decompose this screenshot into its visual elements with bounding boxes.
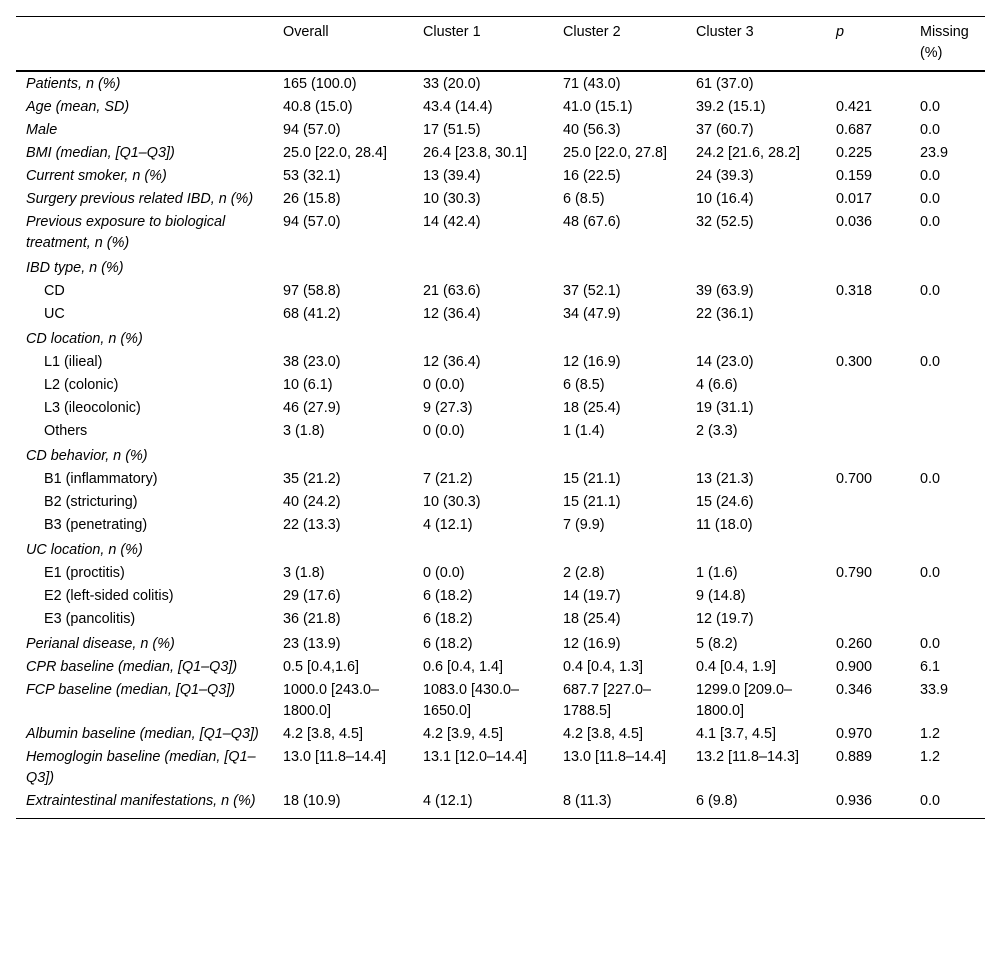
cell-cluster-3: 32 (52.5) <box>696 214 754 230</box>
table-row <box>16 142 985 165</box>
table-row <box>16 165 985 188</box>
cell-p-value: 0.936 <box>836 793 873 809</box>
cell-missing <box>910 514 985 537</box>
cell-cluster-3: 12 (19.7) <box>696 611 754 627</box>
cell-cluster-1: 4 (12.1) <box>423 517 473 533</box>
cell-missing <box>910 537 985 562</box>
cell-p-value: 0.260 <box>836 636 873 652</box>
table-row <box>16 326 985 351</box>
cell-cluster-3: 4.1 [3.7, 4.5] <box>696 726 777 742</box>
table-subrow <box>16 303 985 326</box>
cell-overall: 94 (57.0) <box>283 122 341 138</box>
cell-cluster-1: 9 (27.3) <box>423 400 473 416</box>
table-subrow <box>16 585 985 608</box>
cell-overall: 35 (21.2) <box>283 471 341 487</box>
row-label: E2 (left-sided colitis) <box>44 588 174 604</box>
cell-p-value <box>826 397 910 420</box>
cell-cluster-2: 7 (9.9) <box>563 517 605 533</box>
table-row <box>16 537 985 562</box>
table-body <box>16 71 985 819</box>
cell-cluster-3: 6 (9.8) <box>696 793 738 809</box>
cell-cluster-1: 7 (21.2) <box>423 471 473 487</box>
cell-cluster-2: 13.0 [11.8–14.4] <box>563 749 666 765</box>
cell-p-value <box>826 443 910 468</box>
cell-cluster-1: 6 (18.2) <box>423 611 473 627</box>
cell-p-value: 0.970 <box>836 726 873 742</box>
cell-cluster-3: 22 (36.1) <box>696 306 754 322</box>
table-row <box>16 679 985 723</box>
table-subrow <box>16 491 985 514</box>
cell-p-value <box>826 326 910 351</box>
row-label: UC <box>44 306 65 322</box>
cell-cluster-1: 26.4 [23.8, 30.1] <box>423 145 528 161</box>
table-header-row <box>16 17 985 72</box>
cell-missing: 0.0 <box>920 283 941 299</box>
cell-cluster-2: 18 (25.4) <box>563 400 621 416</box>
cell-overall: 40.8 (15.0) <box>283 99 353 115</box>
table-subrow <box>16 468 985 491</box>
row-label: CD behavior, n (%) <box>26 448 148 464</box>
cell-cluster-2: 4.2 [3.8, 4.5] <box>563 726 644 742</box>
cell-overall: 26 (15.8) <box>283 191 341 207</box>
cell-cluster-2: 12 (16.9) <box>563 636 621 652</box>
cell-p-value <box>826 420 910 443</box>
cell-cluster-1: 14 (42.4) <box>423 214 481 230</box>
cell-cluster-3: 5 (8.2) <box>696 636 738 652</box>
row-label: E3 (pancolitis) <box>44 611 136 627</box>
table-row <box>16 631 985 656</box>
table-row <box>16 723 985 746</box>
cell-p-value <box>826 514 910 537</box>
cell-cluster-3: 1 (1.6) <box>696 565 738 581</box>
cell-missing: 0.0 <box>920 214 941 230</box>
cell-overall <box>273 443 413 468</box>
cell-cluster-1: 21 (63.6) <box>423 283 481 299</box>
cell-overall: 68 (41.2) <box>283 306 341 322</box>
cell-cluster-2: 12 (16.9) <box>563 354 621 370</box>
cell-p-value <box>826 303 910 326</box>
cell-cluster-1: 10 (30.3) <box>423 494 481 510</box>
cell-cluster-3: 0.4 [0.4, 1.9] <box>696 659 777 675</box>
cell-cluster-1: 12 (36.4) <box>423 354 481 370</box>
table-subrow <box>16 374 985 397</box>
table-subrow <box>16 562 985 585</box>
cell-overall: 53 (32.1) <box>283 168 341 184</box>
header-cluster-3: Cluster 3 <box>696 24 754 40</box>
row-label: B1 (inflammatory) <box>44 471 158 487</box>
cell-cluster-2: 71 (43.0) <box>563 76 621 92</box>
row-label: L1 (ilieal) <box>44 354 103 370</box>
row-label: Male <box>26 122 58 138</box>
table-row <box>16 443 985 468</box>
cell-cluster-1: 43.4 (14.4) <box>423 99 493 115</box>
cell-overall: 22 (13.3) <box>283 517 341 533</box>
cell-p-value: 0.300 <box>836 354 873 370</box>
cell-p-value <box>826 608 910 631</box>
cell-cluster-2 <box>553 537 686 562</box>
cell-cluster-3 <box>686 443 826 468</box>
cell-overall: 3 (1.8) <box>283 423 325 439</box>
cell-missing <box>910 326 985 351</box>
cell-p-value <box>826 255 910 280</box>
cell-overall: 4.2 [3.8, 4.5] <box>283 726 364 742</box>
cell-missing: 23.9 <box>920 145 949 161</box>
table-row <box>16 790 985 819</box>
cell-missing: 0.0 <box>920 99 941 115</box>
cell-cluster-2: 18 (25.4) <box>563 611 621 627</box>
cell-p-value <box>826 537 910 562</box>
header-cluster-1: Cluster 1 <box>423 24 481 40</box>
cell-cluster-1: 13.1 [12.0–14.4] <box>423 749 528 765</box>
cell-p-value: 0.346 <box>836 682 873 698</box>
header-cluster-2: Cluster 2 <box>563 24 621 40</box>
cell-missing <box>910 608 985 631</box>
cell-missing: 6.1 <box>920 659 941 675</box>
cell-cluster-1: 1083.0 [430.0–1650.0] <box>423 682 520 719</box>
cell-cluster-2: 48 (67.6) <box>563 214 621 230</box>
table-row <box>16 656 985 679</box>
cell-cluster-3 <box>686 255 826 280</box>
row-label: IBD type, n (%) <box>26 260 124 276</box>
row-label: BMI (median, [Q1–Q3]) <box>26 145 175 161</box>
cell-overall: 46 (27.9) <box>283 400 341 416</box>
cell-cluster-2: 687.7 [227.0–1788.5] <box>563 682 652 719</box>
cell-overall: 38 (23.0) <box>283 354 341 370</box>
header-overall: Overall <box>283 24 329 40</box>
cell-cluster-1 <box>413 537 553 562</box>
cell-overall: 94 (57.0) <box>283 214 341 230</box>
cell-cluster-2: 40 (56.3) <box>563 122 621 138</box>
row-label: Others <box>44 423 88 439</box>
row-label: UC location, n (%) <box>26 542 143 558</box>
cell-overall: 0.5 [0.4,1.6] <box>283 659 360 675</box>
cell-overall: 1000.0 [243.0–1800.0] <box>283 682 380 719</box>
cell-cluster-3: 15 (24.6) <box>696 494 754 510</box>
cell-p-value: 0.790 <box>836 565 873 581</box>
cell-missing: 0.0 <box>920 168 941 184</box>
cell-p-value: 0.017 <box>836 191 873 207</box>
cell-cluster-2: 1 (1.4) <box>563 423 605 439</box>
row-label: Extraintestinal manifestations, n (%) <box>26 793 256 809</box>
cell-missing <box>910 255 985 280</box>
cell-p-value: 0.900 <box>836 659 873 675</box>
row-label: L3 (ileocolonic) <box>44 400 141 416</box>
cell-cluster-1: 13 (39.4) <box>423 168 481 184</box>
cell-cluster-1: 33 (20.0) <box>423 76 481 92</box>
cell-cluster-2: 14 (19.7) <box>563 588 621 604</box>
cell-missing: 0.0 <box>920 122 941 138</box>
table-subrow <box>16 608 985 631</box>
cell-cluster-3: 13 (21.3) <box>696 471 754 487</box>
cell-overall: 10 (6.1) <box>283 377 333 393</box>
cell-cluster-1: 17 (51.5) <box>423 122 481 138</box>
cell-cluster-3: 19 (31.1) <box>696 400 754 416</box>
cell-cluster-2: 0.4 [0.4, 1.3] <box>563 659 644 675</box>
cell-overall: 18 (10.9) <box>283 793 341 809</box>
header-missing: Missing (%) <box>920 24 969 61</box>
cell-cluster-3 <box>686 326 826 351</box>
cell-overall: 3 (1.8) <box>283 565 325 581</box>
cell-p-value: 0.889 <box>836 749 873 765</box>
table-row <box>16 119 985 142</box>
cell-cluster-3: 37 (60.7) <box>696 122 754 138</box>
table-subrow <box>16 420 985 443</box>
row-label: FCP baseline (median, [Q1–Q3]) <box>26 682 236 698</box>
cell-cluster-2: 34 (47.9) <box>563 306 621 322</box>
cell-cluster-1: 4 (12.1) <box>423 793 473 809</box>
cell-missing: 0.0 <box>920 565 941 581</box>
cell-p-value: 0.036 <box>836 214 873 230</box>
cell-cluster-3: 39 (63.9) <box>696 283 754 299</box>
table-subrow <box>16 351 985 374</box>
row-label: Albumin baseline (median, [Q1–Q3]) <box>26 726 259 742</box>
row-label: E1 (proctitis) <box>44 565 125 581</box>
cell-cluster-1 <box>413 326 553 351</box>
cell-cluster-1: 0 (0.0) <box>423 565 465 581</box>
cell-missing: 0.0 <box>920 793 941 809</box>
cell-cluster-2: 6 (8.5) <box>563 377 605 393</box>
cell-cluster-1: 0.6 [0.4, 1.4] <box>423 659 504 675</box>
table-subrow <box>16 397 985 420</box>
cell-missing <box>910 420 985 443</box>
cell-p-value: 0.318 <box>836 283 873 299</box>
cell-cluster-2: 25.0 [22.0, 27.8] <box>563 145 668 161</box>
cell-missing: 0.0 <box>920 354 941 370</box>
table-row <box>16 746 985 790</box>
cell-cluster-1: 0 (0.0) <box>423 377 465 393</box>
cell-missing: 33.9 <box>920 682 949 698</box>
cell-cluster-1: 4.2 [3.9, 4.5] <box>423 726 504 742</box>
row-label: CD <box>44 283 65 299</box>
row-label: B2 (stricturing) <box>44 494 138 510</box>
cell-missing: 0.0 <box>920 191 941 207</box>
cell-cluster-1: 0 (0.0) <box>423 423 465 439</box>
cell-p-value: 0.700 <box>836 471 873 487</box>
cell-missing: 1.2 <box>920 726 941 742</box>
cell-p-value: 0.421 <box>836 99 873 115</box>
row-label: Perianal disease, n (%) <box>26 636 175 652</box>
cell-cluster-2 <box>553 326 686 351</box>
cell-missing <box>910 443 985 468</box>
cell-cluster-1: 12 (36.4) <box>423 306 481 322</box>
cell-cluster-2: 41.0 (15.1) <box>563 99 633 115</box>
cell-missing <box>910 397 985 420</box>
cell-cluster-3: 14 (23.0) <box>696 354 754 370</box>
cell-overall: 25.0 [22.0, 28.4] <box>283 145 388 161</box>
cell-cluster-2: 37 (52.1) <box>563 283 621 299</box>
row-label: CPR baseline (median, [Q1–Q3]) <box>26 659 238 675</box>
table-subrow <box>16 280 985 303</box>
cell-p-value <box>826 491 910 514</box>
cell-cluster-2: 6 (8.5) <box>563 191 605 207</box>
table-row <box>16 255 985 280</box>
cell-missing: 0.0 <box>920 471 941 487</box>
cell-cluster-2: 2 (2.8) <box>563 565 605 581</box>
cell-cluster-1 <box>413 443 553 468</box>
cell-overall <box>273 537 413 562</box>
cell-missing <box>910 374 985 397</box>
cell-missing <box>910 491 985 514</box>
baseline-characteristics-table <box>16 16 985 819</box>
cell-overall: 23 (13.9) <box>283 636 341 652</box>
cell-cluster-2 <box>553 255 686 280</box>
cell-overall: 97 (58.8) <box>283 283 341 299</box>
cell-cluster-1: 6 (18.2) <box>423 588 473 604</box>
cell-p-value: 0.687 <box>836 122 873 138</box>
cell-cluster-3: 9 (14.8) <box>696 588 746 604</box>
table-subrow <box>16 514 985 537</box>
cell-cluster-1 <box>413 255 553 280</box>
cell-cluster-3: 24.2 [21.6, 28.2] <box>696 145 801 161</box>
row-label: L2 (colonic) <box>44 377 119 393</box>
cell-overall <box>273 255 413 280</box>
header-label-column <box>16 17 273 72</box>
cell-p-value: 0.225 <box>836 145 873 161</box>
cell-cluster-2: 15 (21.1) <box>563 494 621 510</box>
cell-overall: 40 (24.2) <box>283 494 341 510</box>
cell-overall <box>273 326 413 351</box>
cell-p-value: 0.159 <box>836 168 873 184</box>
row-label: Current smoker, n (%) <box>26 168 167 184</box>
cell-cluster-3: 24 (39.3) <box>696 168 754 184</box>
cell-overall: 13.0 [11.8–14.4] <box>283 749 386 765</box>
cell-p-value <box>826 585 910 608</box>
cell-cluster-3: 61 (37.0) <box>696 76 754 92</box>
header-p-value: p <box>836 24 845 40</box>
cell-missing: 1.2 <box>920 749 941 765</box>
cell-cluster-2 <box>553 443 686 468</box>
cell-cluster-3: 1299.0 [209.0–1800.0] <box>696 682 793 719</box>
cell-cluster-2: 8 (11.3) <box>563 793 612 809</box>
table-row <box>16 211 985 255</box>
cell-overall: 29 (17.6) <box>283 588 341 604</box>
row-label: Hemoglogin baseline (median, [Q1–Q3]) <box>26 749 256 786</box>
row-label: Surgery previous related IBD, n (%) <box>26 191 254 207</box>
cell-missing <box>910 303 985 326</box>
cell-overall: 165 (100.0) <box>283 76 357 92</box>
row-label: Age (mean, SD) <box>26 99 130 115</box>
cell-cluster-3: 4 (6.6) <box>696 377 738 393</box>
table-row <box>16 96 985 119</box>
row-label: Previous exposure to biological treatment, n (%) <box>26 214 226 251</box>
cell-cluster-3: 13.2 [11.8–14.3] <box>696 749 799 765</box>
cell-p-value <box>826 374 910 397</box>
cell-cluster-3: 11 (18.0) <box>696 517 753 533</box>
cell-p-value <box>826 71 910 96</box>
cell-cluster-2: 15 (21.1) <box>563 471 621 487</box>
row-label: CD location, n (%) <box>26 331 143 347</box>
cell-cluster-3 <box>686 537 826 562</box>
cell-missing <box>910 585 985 608</box>
cell-cluster-1: 10 (30.3) <box>423 191 481 207</box>
cell-overall: 36 (21.8) <box>283 611 341 627</box>
cell-cluster-2: 16 (22.5) <box>563 168 621 184</box>
cell-cluster-3: 39.2 (15.1) <box>696 99 766 115</box>
cell-missing: 0.0 <box>920 636 941 652</box>
cell-missing <box>910 71 985 96</box>
cell-cluster-1: 6 (18.2) <box>423 636 473 652</box>
row-label: B3 (penetrating) <box>44 517 148 533</box>
cell-cluster-3: 2 (3.3) <box>696 423 738 439</box>
cell-cluster-3: 10 (16.4) <box>696 191 754 207</box>
row-label: Patients, n (%) <box>26 76 121 92</box>
table-row <box>16 71 985 96</box>
table-row <box>16 188 985 211</box>
